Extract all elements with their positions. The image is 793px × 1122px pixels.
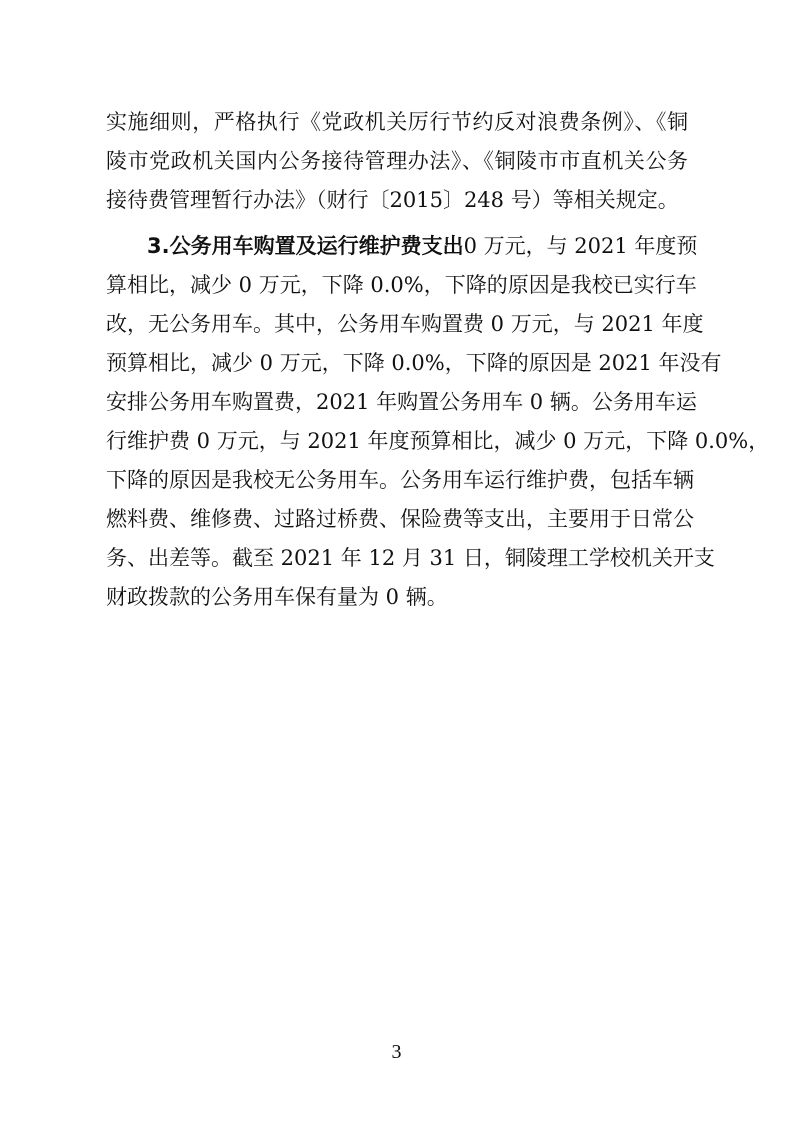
section-heading: 3.公务用车购置及运行维护费支出 — [147, 234, 464, 258]
paragraph-2-line-7: 下降的原因是我校无公务用车。公务用车运行维护费，包括车辆 — [106, 468, 694, 492]
paragraph-2-line-10: 财政拨款的公务用车保有量为 0 辆。 — [106, 585, 448, 609]
paragraph-2-line-6: 行维护费 0 万元，与 2021 年度预算相比，减少 0 万元，下降 0.0%， — [106, 429, 770, 453]
paragraph-2-line-3: 改，无公务用车。其中，公务用车购置费 0 万元，与 2021 年度 — [106, 312, 704, 336]
paragraph-2-line-5: 安排公务用车购置费，2021 年购置公务用车 0 辆。公务用车运 — [106, 390, 697, 414]
paragraph-2-line-4: 预算相比，减少 0 万元，下降 0.0%，下降的原因是 2021 年没有 — [106, 351, 722, 375]
page-number: 3 — [391, 1041, 402, 1063]
paragraph-1-line-1: 实施细则，严格执行《党政机关厉行节约反对浪费条例》、《铜 — [106, 110, 688, 134]
paragraph-2-line-9: 务、出差等。截至 2021 年 12 月 31 日，铜陵理工学校机关开支 — [106, 546, 715, 570]
paragraph-2-line-2: 算相比，减少 0 万元，下降 0.0%，下降的原因是我校已实行车 — [106, 273, 697, 297]
paragraph-2-line-1 — [147, 232, 698, 260]
paragraph-1-line-3: 接待费管理暂行办法》（财行〔2015〕248 号）等相关规定。 — [106, 188, 679, 212]
paragraph-1-line-2: 陵市党政机关国内公务接待管理办法》、《铜陵市市直机关公务 — [106, 149, 688, 173]
paragraph-2-line-8: 燃料费、维修费、过路过桥费、保险费等支出，主要用于日常公 — [106, 507, 694, 531]
paragraph-2-line-1-text: 0 万元，与 2021 年度预 — [463, 234, 698, 258]
